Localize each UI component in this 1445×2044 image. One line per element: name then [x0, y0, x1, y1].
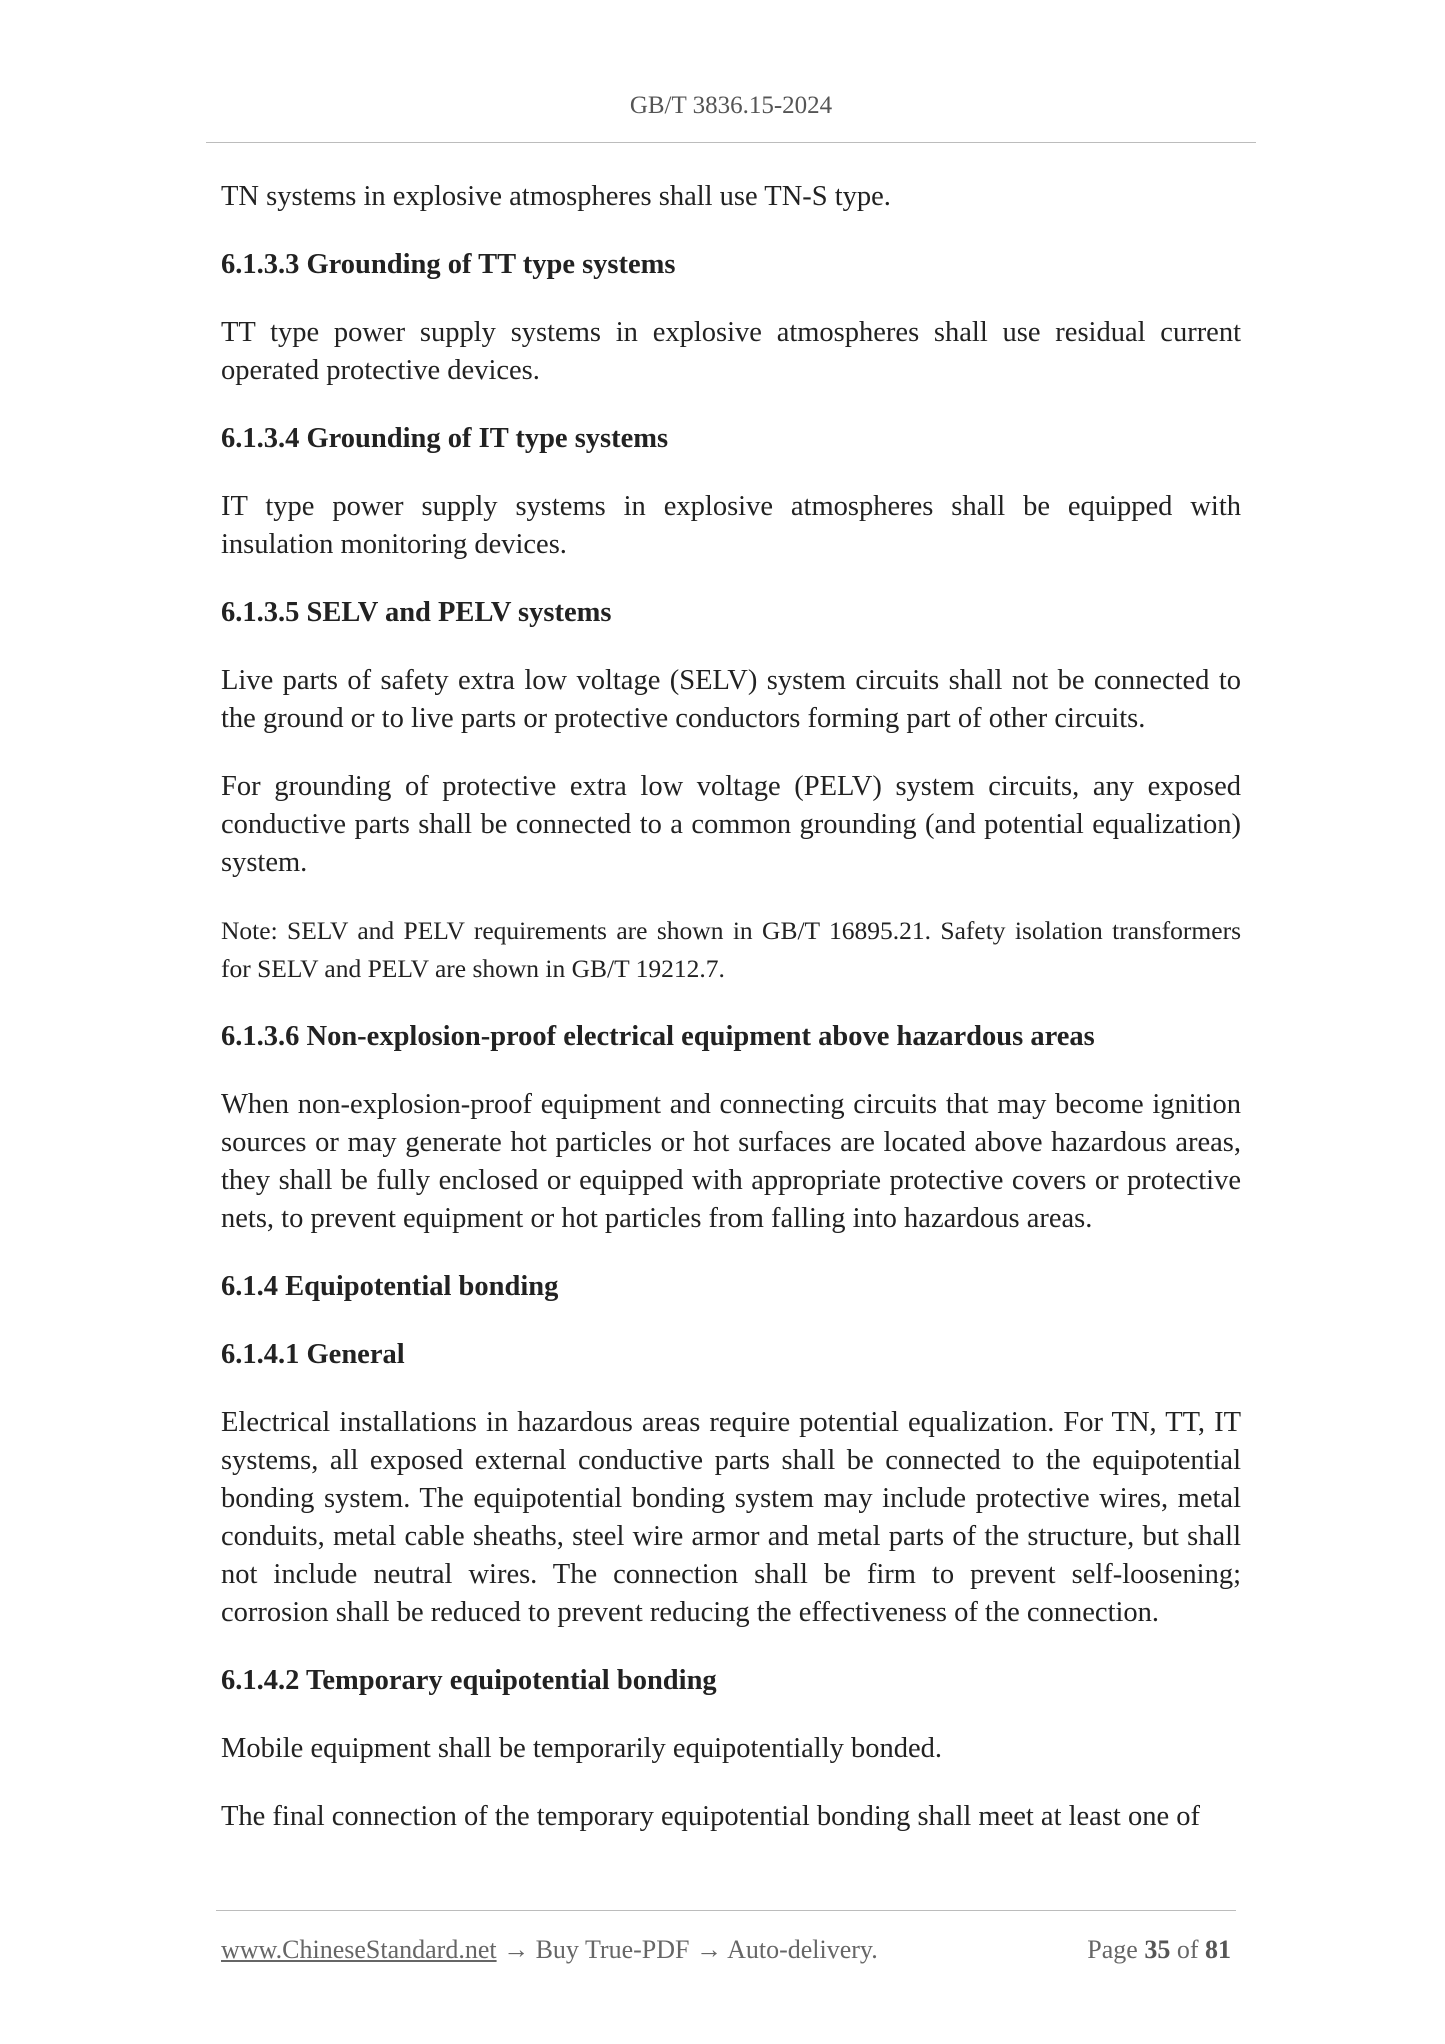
section-heading: 6.1.3.5 SELV and PELV systems — [221, 597, 612, 628]
footer-divider — [216, 1910, 1236, 1911]
page-label: Page — [1087, 1935, 1138, 1964]
paragraph: Live parts of safety extra low voltage (SELV) system circuits shall not be connected to the ground or to live parts or protective conductors forming part of other circuits. — [221, 665, 1241, 734]
section-heading: 6.1.4 Equipotential bonding — [221, 1271, 559, 1302]
paragraph: Electrical installations in hazardous areas require potential equalization. For TN, TT, IT systems, all exposed external conductive parts shall be connected to the equipotential bonding system. The equipotential bonding system may include protective wires, metal conduits, metal cable sheaths, steel wire armor and metal parts of the structure, but shall not include neutral wires. The connection shall be firm to prevent self-loosening; corrosion shall be reduced to prevent reducing the effectiveness of the connection. — [221, 1407, 1241, 1628]
paragraph: TN systems in explosive atmospheres shall use TN-S type. — [221, 181, 891, 212]
page-current: 35 — [1144, 1935, 1171, 1964]
document-body — [221, 178, 1241, 1866]
of-label: of — [1176, 1935, 1199, 1964]
auto-delivery-text: Auto-delivery. — [727, 1935, 878, 1964]
paragraph: The final connection of the temporary equipotential bonding shall meet at least one of — [221, 1801, 1200, 1832]
paragraph: IT type power supply systems in explosive atmospheres shall be equipped with insulation monitoring devices. — [221, 491, 1241, 560]
section-heading: 6.1.3.4 Grounding of IT type systems — [221, 423, 669, 454]
paragraph: TT type power supply systems in explosive atmospheres shall use residual current operated protective devices. — [221, 317, 1241, 386]
arrow-right-icon: → — [503, 1935, 530, 1964]
section-heading: 6.1.3.6 Non-explosion-proof electrical equipment above hazardous areas — [221, 1021, 1095, 1052]
section-heading: 6.1.4.1 General — [221, 1339, 405, 1370]
section-heading: 6.1.4.2 Temporary equipotential bonding — [221, 1665, 717, 1696]
site-link[interactable]: www.ChineseStandard.net — [221, 1935, 497, 1964]
paragraph: For grounding of protective extra low voltage (PELV) system circuits, any exposed conductive parts shall be connected to a common grounding (and potential equalization) system. — [221, 771, 1241, 878]
page-header: GB/T 3836.15-2024 — [629, 92, 833, 119]
section-heading: 6.1.3.3 Grounding of TT type systems — [221, 249, 676, 280]
paragraph: Mobile equipment shall be temporarily equipotentially bonded. — [221, 1733, 943, 1764]
header-divider — [206, 142, 1256, 143]
page-number — [1087, 1933, 1231, 1967]
page-total: 81 — [1205, 1935, 1231, 1964]
footer-links — [221, 1933, 878, 1967]
arrow-right-icon: → — [696, 1935, 722, 1964]
paragraph: When non-explosion-proof equipment and connecting circuits that may become ignition sources or may generate hot particles or hot surfaces are located above hazardous areas, they shall be fully enclosed or equipped with appropriate protective covers or protective nets, to prevent equipment or hot particles from falling into hazardous areas. — [221, 1089, 1241, 1234]
note-paragraph: Note: SELV and PELV requirements are shown in GB/T 16895.21. Safety isolation transformers for SELV and PELV are shown in GB/T 19212.7. — [221, 916, 1241, 983]
buy-true-pdf-text: Buy True-PDF — [535, 1935, 690, 1964]
